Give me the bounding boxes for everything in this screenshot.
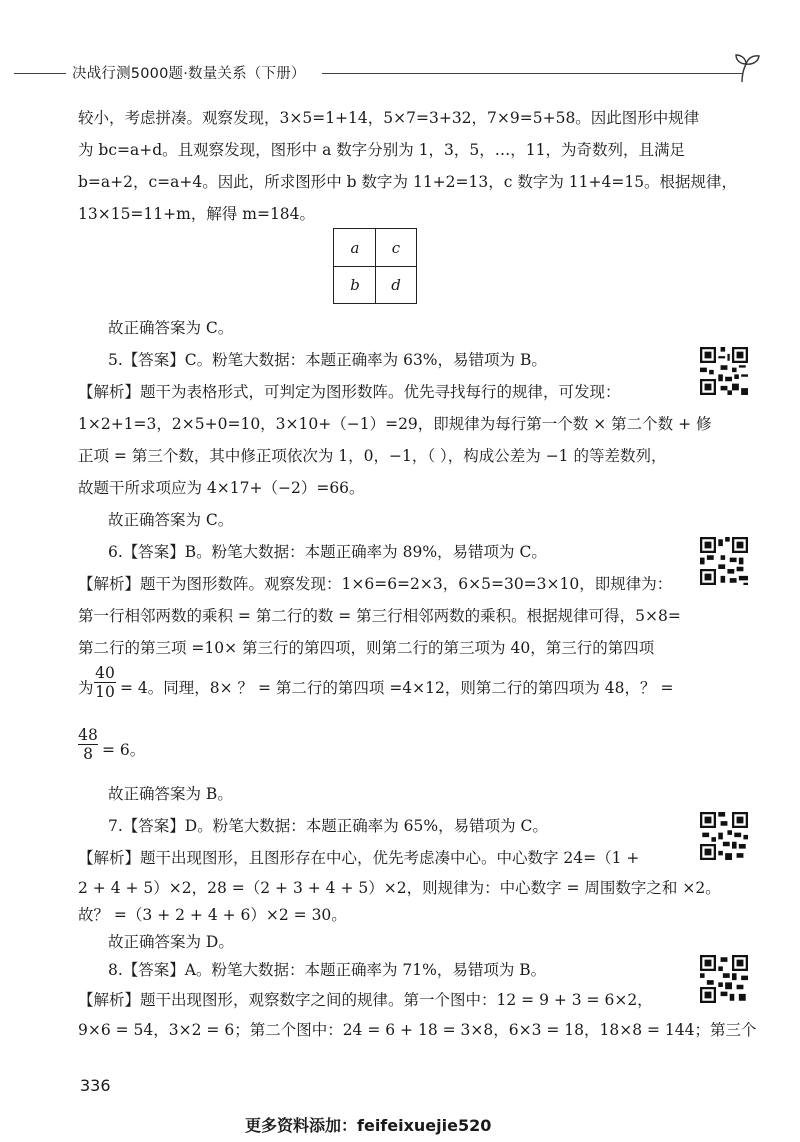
- header-rule-right: [322, 73, 742, 74]
- analysis-line: 【解析】题干出现图形，观察数字之间的规律。第一个图中：12 = 9 + 3 = 6×2，: [78, 991, 653, 1009]
- analysis-line: 9×6 = 54，3×2 = 6；第二个图中：24 = 6 + 18 = 3×8，6×3 = 18，18×8 = 144；第三个: [78, 1021, 757, 1039]
- fraction-denominator: 10: [95, 683, 115, 701]
- analysis-line: 1×2+1=3，2×5+0=10，3×10+（−1）=29，即规律为每行第一个数 × 第二个数 + 修: [78, 415, 712, 433]
- conclusion-line: 故正确答案为 B。: [108, 785, 233, 803]
- answer-line-q6: 6.【答案】B。粉笔大数据：本题正确率为 89%，易错项为 C。: [108, 543, 547, 561]
- fraction-numerator: 48: [78, 726, 98, 744]
- analysis-line: 故题干所求项应为 4×17+（−2）=66。: [78, 479, 365, 497]
- grid-cell-c: c: [391, 239, 401, 257]
- analysis-line: = 6。: [102, 741, 146, 759]
- page-number: 336: [80, 1076, 111, 1095]
- grid-cell-a: a: [350, 239, 360, 257]
- qr-code-icon[interactable]: [700, 537, 748, 585]
- qr-code-icon[interactable]: [700, 347, 748, 395]
- text-line: b=a+2，c=a+4。因此，所求图形中 b 数字为 11+2=13，c 数字为 11+4=15。根据规律，: [78, 173, 738, 191]
- analysis-line: = 4。同理，8× ？ = 第二行的第四项 =4×12，则第二行的第四项为 48，？ =: [120, 679, 674, 697]
- grid-cell-d: d: [391, 276, 401, 294]
- analysis-line: 【解析】题干出现图形，且图形存在中心，优先考虑凑中心。中心数字 24=（1 +: [78, 849, 640, 867]
- answer-line-q8: 8.【答案】A。粉笔大数据：本题正确率为 71%，易错项为 B。: [108, 961, 547, 979]
- text-line: 13×15=11+m，解得 m=184。: [78, 205, 316, 223]
- sprout-icon: [732, 50, 762, 84]
- conclusion-line: 故正确答案为 D。: [108, 933, 234, 951]
- variable-grid-figure: [333, 228, 417, 304]
- qr-code-icon[interactable]: [700, 812, 748, 860]
- conclusion-line: 故正确答案为 C。: [108, 511, 234, 529]
- analysis-line: 第一行相邻两数的乘积 = 第二行的数 = 第三行相邻两数的乘积。根据规律可得，5×8=: [78, 607, 681, 625]
- qr-code-icon[interactable]: [700, 955, 748, 1003]
- header-rule-left: [14, 73, 66, 74]
- analysis-line-prefix: 为: [78, 679, 94, 697]
- conclusion-line: 故正确答案为 C。: [108, 319, 234, 337]
- analysis-line: 第二行的第三项 =10× 第三行的第四项，则第二行的第三项为 40，第三行的第四项: [78, 639, 655, 657]
- header-title: 决战行测5000题·数量关系（下册）: [72, 66, 306, 82]
- analysis-line: 2 + 4 + 5）×2，28 =（2 + 3 + 4 + 5）×2，则规律为：中心数字 = 周围数字之和 ×2。: [78, 879, 721, 897]
- fraction-denominator: 8: [78, 744, 98, 763]
- text-line: 为 bc=a+d。且观察发现，图形中 a 数字分别为 1，3，5，…，11，为奇数列，且满足: [78, 141, 685, 159]
- analysis-line: 【解析】题干为图形数阵。观察发现：1×6=6=2×3，6×5=30=3×10，即规律为：: [78, 575, 673, 593]
- answer-line-q7: 7.【答案】D。粉笔大数据：本题正确率为 65%，易错项为 C。: [108, 817, 548, 835]
- analysis-line: 正项 = 第三个数，其中修正项依次为 1，0，−1，（ ），构成公差为 −1 的等差数列，: [78, 447, 667, 465]
- text-line: 较小，考虑拼凑。观察发现，3×5=1+14，5×7=3+32，7×9=5+58。因此图形中规律: [78, 109, 700, 127]
- grid-cell-b: b: [350, 276, 360, 294]
- analysis-line: 故？ =（3 + 2 + 4 + 6）×2 = 30。: [78, 906, 347, 924]
- analysis-line: 【解析】题干为表格形式，可判定为图形数阵。优先寻找每行的规律，可发现：: [78, 383, 621, 401]
- fraction-40-10: [94, 664, 116, 701]
- answer-line-q5: 5.【答案】C。粉笔大数据：本题正确率为 63%，易错项为 B。: [108, 351, 547, 369]
- fraction-numerator: 40: [95, 664, 115, 682]
- running-header: [0, 58, 800, 88]
- fraction-48-8: [78, 726, 98, 763]
- footer-note: 更多资料添加：feifeixuejie520: [245, 1116, 492, 1135]
